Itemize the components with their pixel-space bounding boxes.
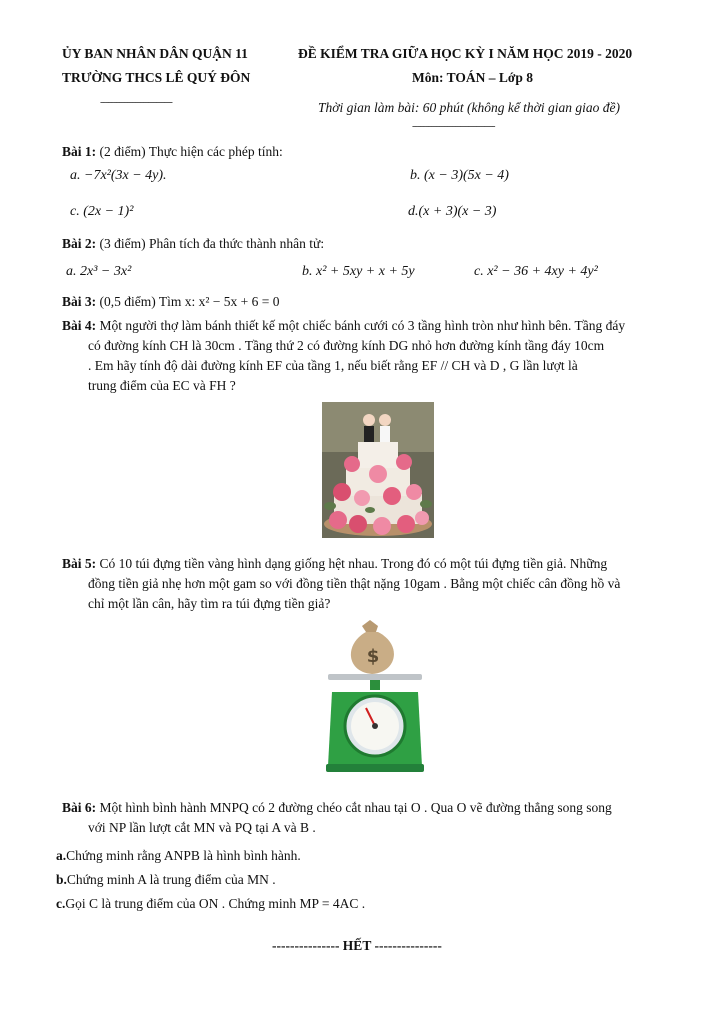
bai6-line2: với NP lần lượt cắt MN và PQ tại A và B . bbox=[88, 820, 316, 835]
bai3-heading bbox=[62, 294, 280, 310]
bai1-d: d.(x + 3)(x − 3) bbox=[408, 204, 497, 219]
bai4-line3: . Em hãy tính độ dài đường kính EF của tầng 1, nếu biết rằng EF // CH và D , G lần lượt là bbox=[88, 358, 578, 373]
bai5-line2: đồng tiền giả nhẹ hơn một gam so với đồng tiền thật nặng 10gam . Bằng một chiếc cân đồng hồ và bbox=[88, 576, 621, 591]
bai4-label: Bài 4: bbox=[62, 318, 97, 333]
bai1-a: a. −7x²(3x − 4y). bbox=[70, 168, 167, 183]
dollar-sign-icon: $ bbox=[366, 646, 380, 667]
bai5-text-1: Có 10 túi đựng tiền vàng hình dạng giống hệt nhau. Trong đó có một túi đựng tiền giả. Những bbox=[96, 556, 608, 571]
bai6-line1 bbox=[62, 800, 612, 816]
bai4-text-1: Một người thợ làm bánh thiết kế một chiếc bánh cưới có 3 tầng hình tròn như hình bên. Tầng đáy bbox=[96, 318, 626, 333]
wedding-cake-image bbox=[322, 402, 434, 538]
bai1-b: b. (x − 3)(5x − 4) bbox=[410, 168, 509, 183]
bai2-label: Bài 2: bbox=[62, 236, 97, 251]
bai5-label: Bài 5: bbox=[62, 556, 97, 571]
subject-line: Môn: TOÁN – Lớp 8 bbox=[412, 70, 533, 85]
end-marker: --------------- HẾT --------------- bbox=[272, 938, 442, 953]
bai6-c-text: Gọi C là trung điểm của ON . Chứng minh MP = 4AC . bbox=[65, 896, 366, 911]
bai6-c-label: c. bbox=[56, 896, 66, 911]
bai6-b-text: Chứng minh A là trung điểm của MN . bbox=[66, 872, 276, 887]
bai4-line4: trung điểm của EC và FH ? bbox=[88, 378, 236, 393]
bai1-text: (2 điểm) Thực hiện các phép tính: bbox=[96, 144, 283, 159]
time-line: Thời gian làm bài: 60 phút (không kể thời gian giao đề) bbox=[318, 100, 621, 115]
bai3-text: (0,5 điểm) Tìm x: x² − 5x + 6 = 0 bbox=[96, 294, 280, 309]
bai6-b-label: b. bbox=[56, 872, 67, 887]
money-scale-image bbox=[318, 618, 432, 774]
school-name: TRƯỜNG THCS LÊ QUÝ ĐÔN bbox=[62, 70, 251, 85]
bai5-line3: chỉ một lần cân, hãy tìm ra túi đựng tiền giả? bbox=[88, 596, 331, 611]
bai1-label: Bài 1: bbox=[62, 144, 97, 159]
bai6-label: Bài 6: bbox=[62, 800, 97, 815]
bai6-part-c bbox=[56, 896, 365, 912]
bai5-line1 bbox=[62, 556, 607, 572]
bai2-c: c. x² − 36 + 4xy + 4y² bbox=[474, 264, 598, 279]
bai2-a: a. 2x³ − 3x² bbox=[66, 264, 132, 279]
bai4-line2: có đường kính CH là 30cm . Tầng thứ 2 có đường kính DG nhỏ hơn đường kính tầng đáy 10cm bbox=[88, 338, 605, 353]
left-divider: --------------------------- bbox=[100, 96, 172, 108]
bai2-heading bbox=[62, 236, 324, 252]
exam-title: ĐỀ KIỂM TRA GIỮA HỌC KỲ I NĂM HỌC 2019 - 2020 bbox=[298, 46, 633, 61]
bai6-a-text: Chứng minh rằng ANPB là hình bình hành. bbox=[66, 848, 301, 863]
bai4-line1 bbox=[62, 318, 625, 334]
bai6-part-a bbox=[56, 848, 301, 864]
right-divider: ------------------------------- bbox=[412, 120, 495, 132]
bai6-text-1: Một hình bình hành MNPQ có 2 đường chéo cắt nhau tại O . Qua O vẽ đường thẳng song song bbox=[96, 800, 612, 815]
bai3-label: Bài 3: bbox=[62, 294, 97, 309]
department-name: ỦY BAN NHÂN DÂN QUẬN 11 bbox=[62, 46, 248, 61]
bai1-c: c. (2x − 1)² bbox=[70, 204, 134, 219]
bai2-text: (3 điểm) Phân tích đa thức thành nhân tử: bbox=[96, 236, 325, 251]
bai2-b: b. x² + 5xy + x + 5y bbox=[302, 264, 415, 279]
bai1-heading bbox=[62, 144, 283, 160]
bai6-part-b bbox=[56, 872, 276, 888]
bai6-a-label: a. bbox=[56, 848, 67, 863]
